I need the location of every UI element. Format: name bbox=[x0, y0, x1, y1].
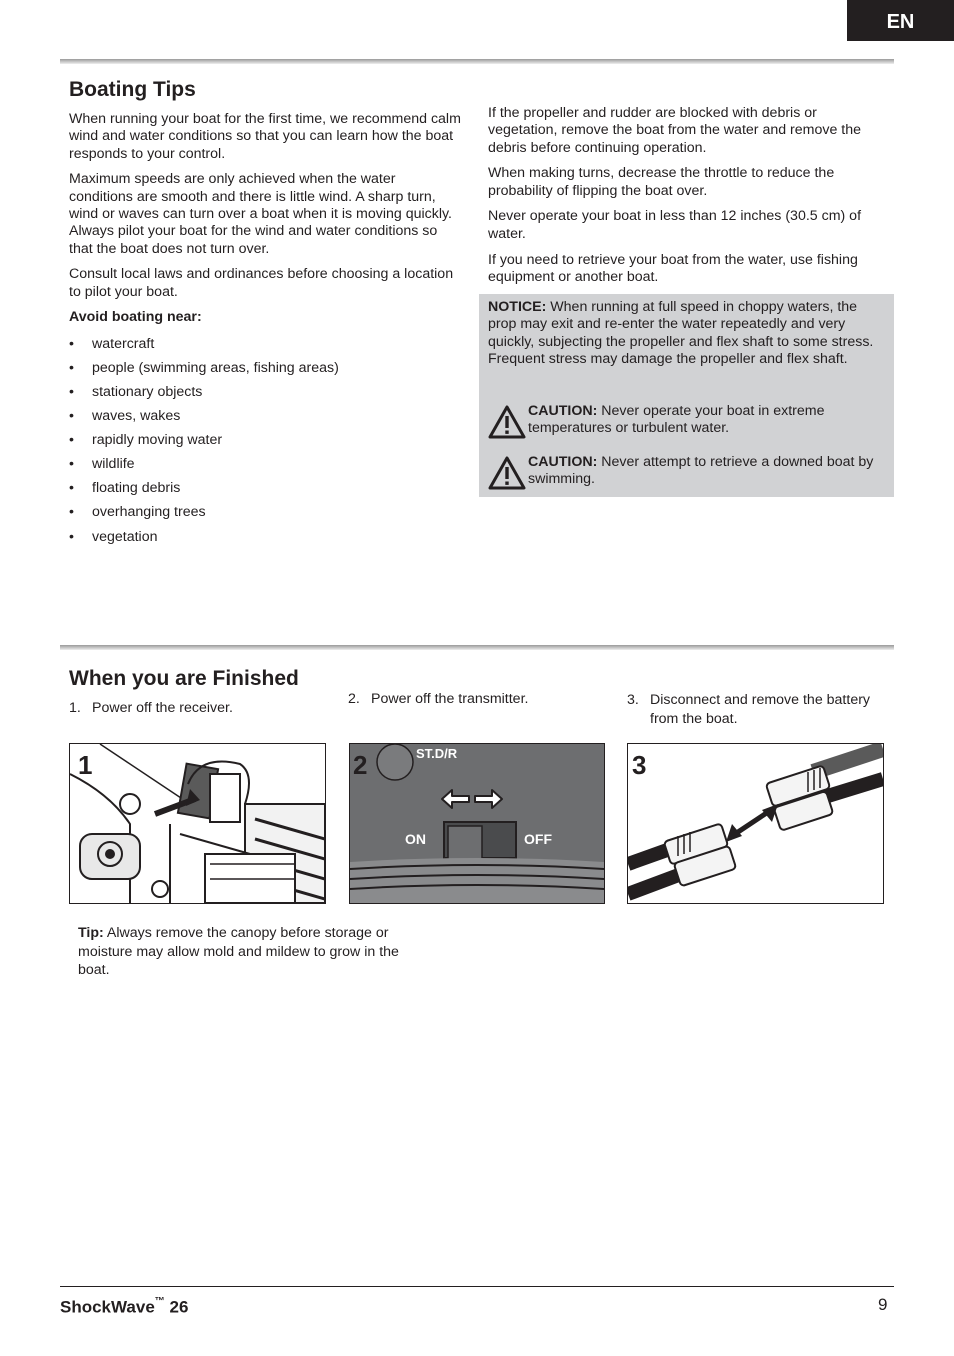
paragraph: Never operate your boat in less than 12 inches (30.5 cm) of water. bbox=[488, 208, 862, 242]
switch-label-on: ON bbox=[405, 831, 426, 847]
list-item: • vegetation bbox=[69, 529, 461, 553]
step-1 bbox=[69, 700, 319, 717]
avoid-list bbox=[69, 336, 461, 553]
footer-divider bbox=[60, 1286, 894, 1287]
figure-receiver bbox=[69, 743, 326, 904]
caution-label: CAUTION: bbox=[528, 403, 598, 419]
caution-label: CAUTION: bbox=[528, 454, 598, 470]
warning-triangle-icon bbox=[488, 456, 526, 490]
notice-text bbox=[488, 299, 886, 368]
battery-connector-illustration bbox=[628, 744, 883, 903]
section-divider bbox=[60, 59, 894, 64]
transmitter-illustration bbox=[350, 744, 604, 903]
step-number: 1. bbox=[69, 700, 81, 716]
switch-label-off: OFF bbox=[524, 831, 552, 847]
step-number: 2. bbox=[348, 691, 360, 707]
boating-tips-left-column bbox=[69, 111, 461, 553]
section-divider bbox=[60, 645, 894, 650]
step-text: Power off the transmitter. bbox=[371, 691, 529, 707]
product-name: ShockWave bbox=[60, 1297, 155, 1317]
list-item: • floating debris bbox=[69, 480, 461, 504]
switch-label-std-r: ST.D/R bbox=[416, 746, 458, 761]
warning-triangle-icon bbox=[488, 405, 526, 439]
boating-tips-right-column bbox=[488, 105, 888, 295]
step-2 bbox=[348, 691, 598, 708]
section-title-when-finished: When you are Finished bbox=[69, 667, 299, 690]
product-model: 26 bbox=[164, 1297, 189, 1317]
receiver-illustration bbox=[70, 744, 325, 903]
list-item: • people (swimming areas, fishing areas) bbox=[69, 360, 461, 384]
paragraph: When running your boat for the first time, we recommend calm wind and water conditions so that you can learn how the boat responds to your control. bbox=[69, 111, 461, 162]
tip-note bbox=[78, 924, 428, 980]
step-text: Disconnect and remove the battery from the boat. bbox=[650, 692, 871, 727]
caution-body: Never operate your boat in extreme temperatures or turbulent water. bbox=[528, 403, 825, 437]
language-tab: EN bbox=[847, 0, 954, 41]
figure-battery-connector bbox=[627, 743, 884, 904]
tip-body: Always remove the canopy before storage or moisture may allow mold and mildew to grow in the boat. bbox=[78, 925, 399, 978]
figure-number: 1 bbox=[78, 750, 93, 780]
step-number: 3. bbox=[627, 692, 639, 708]
list-item: • waves, wakes bbox=[69, 408, 461, 432]
paragraph: When making turns, decrease the throttle to reduce the probability of flipping the boat over. bbox=[488, 165, 835, 199]
paragraph: If the propeller and rudder are blocked with debris or vegetation, remove the boat from the water and remove the debris before continuing operation. bbox=[488, 105, 862, 156]
caution-text bbox=[528, 403, 886, 438]
paragraph: Maximum speeds are only achieved when the water conditions are smooth and there is little wind. A sharp turn, wind or waves can turn over a boat when it is moving quickly. Always pilot your boat for the wind and water conditions so that the boat does not turn over. bbox=[69, 171, 452, 257]
tip-label: Tip: bbox=[78, 925, 104, 941]
avoid-heading: Avoid boating near: bbox=[69, 309, 202, 326]
list-item: • rapidly moving water bbox=[69, 432, 461, 456]
caution-body: Never attempt to retrieve a downed boat by swimming. bbox=[528, 454, 874, 488]
list-item: • stationary objects bbox=[69, 384, 461, 408]
list-item: • watercraft bbox=[69, 336, 461, 360]
list-item: • wildlife bbox=[69, 456, 461, 480]
footer-product-name bbox=[60, 1293, 188, 1319]
section-title-boating-tips: Boating Tips bbox=[69, 78, 196, 101]
figure-transmitter bbox=[349, 743, 605, 904]
caution-note bbox=[488, 403, 886, 438]
caution-text bbox=[528, 454, 886, 489]
list-item: • overhanging trees bbox=[69, 504, 461, 528]
step-3 bbox=[627, 691, 877, 729]
notice-body: When running at full speed in choppy waters, the prop may exit and re-enter the water repeatedly and very quickly, subjecting the propeller and flex shaft to some stress. Frequent stress may damage the propeller and flex shaft. bbox=[488, 299, 874, 367]
page-number: 9 bbox=[878, 1295, 888, 1314]
paragraph: Consult local laws and ordinances before choosing a location to pilot your boat. bbox=[69, 266, 454, 300]
figure-number: 2 bbox=[353, 750, 368, 780]
paragraph: If you need to retrieve your boat from the water, use fishing equipment or another boat. bbox=[488, 251, 858, 285]
caution-note bbox=[488, 454, 886, 489]
figure-number: 3 bbox=[632, 750, 647, 780]
step-text: Power off the receiver. bbox=[92, 700, 233, 716]
notice-label: NOTICE: bbox=[488, 299, 547, 315]
trademark-symbol: ™ bbox=[154, 1296, 165, 1307]
